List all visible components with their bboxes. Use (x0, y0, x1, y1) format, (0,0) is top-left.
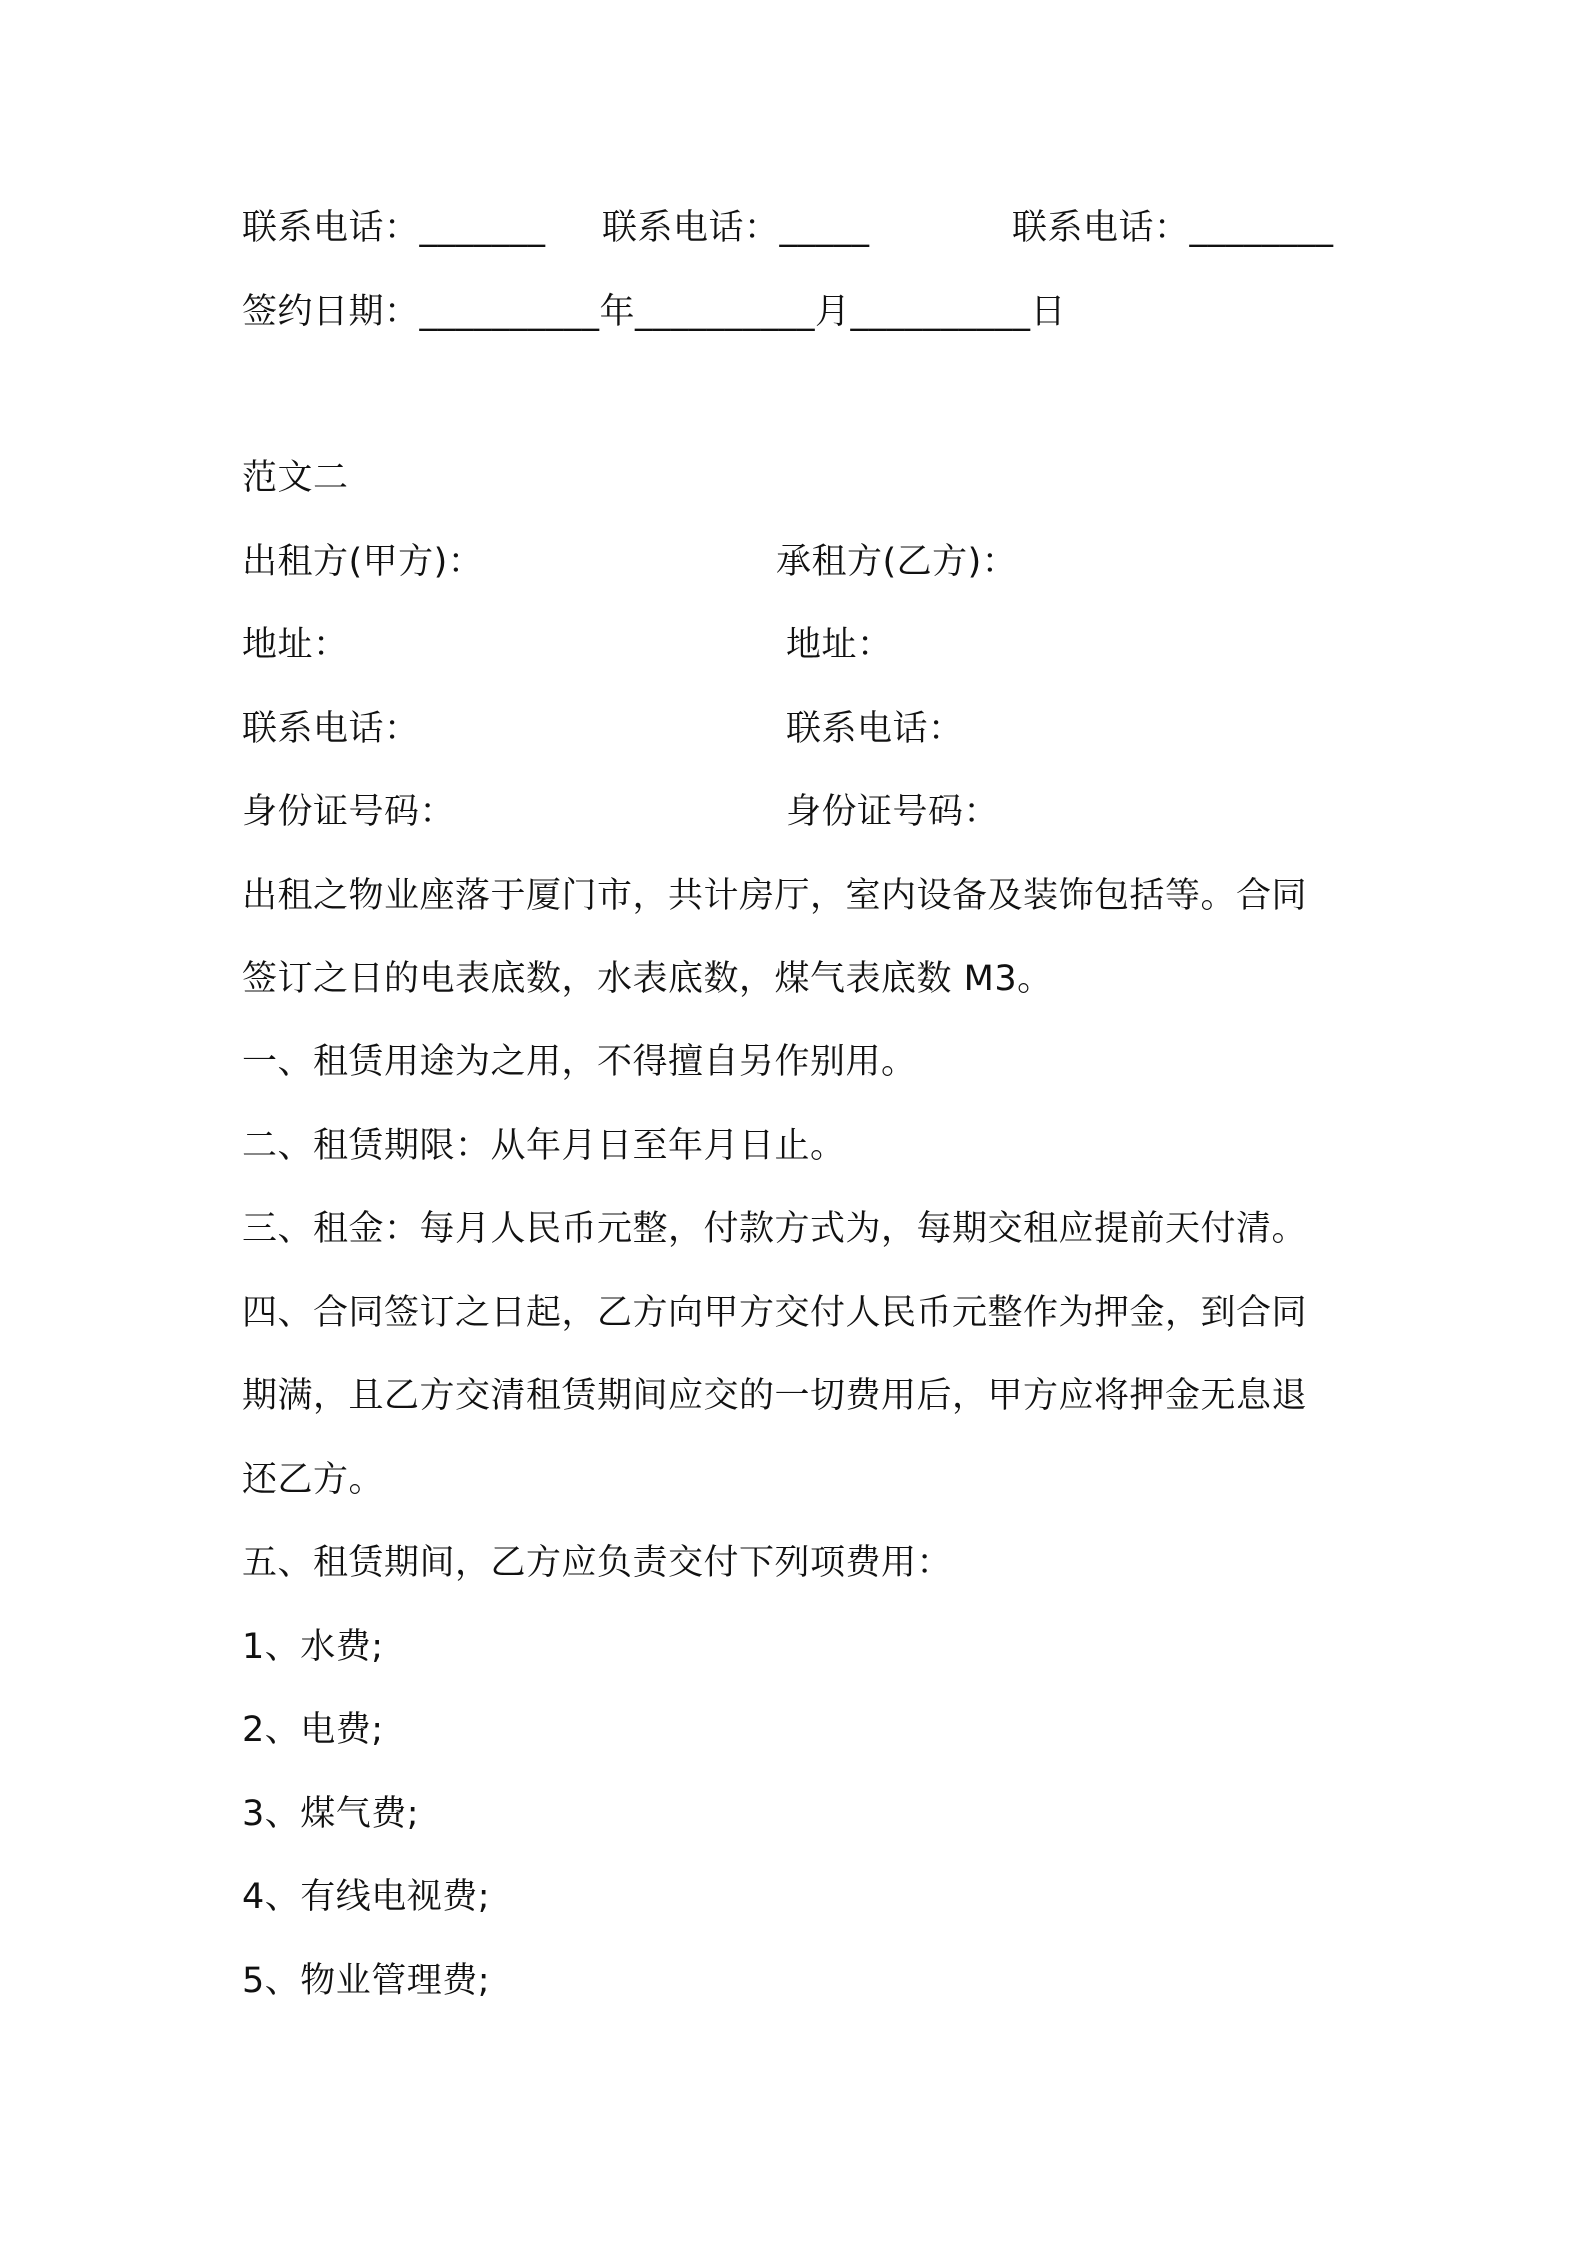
contact-phone-col2: 联系电话：_____ (602, 208, 870, 248)
list-item: 5、物业管理费; (242, 1961, 491, 2001)
body-line: 还乙方。 (242, 1460, 385, 1500)
contact-phone-col3: 联系电话：________ (1012, 208, 1334, 248)
sign-date-line: 签约日期：__________年__________月__________日 (242, 292, 1067, 332)
body-line: 五、租赁期间，乙方应负责交付下列项费用： (242, 1543, 953, 1583)
body-line: 二、租赁期限：从年月日至年月日止。 (242, 1126, 846, 1166)
body-line: 一、租赁用途为之用，不得擅自另作别用。 (242, 1042, 917, 1082)
body-line: 期满，且乙方交清租赁期间应交的一切费用后，甲方应将押金无息退 (242, 1376, 1308, 1416)
body-line: 四、合同签订之日起，乙方向甲方交付人民币元整作为押金，到合同 (242, 1293, 1308, 1333)
list-item: 3、煤气费; (242, 1794, 420, 1834)
section-title: 范文二 (242, 458, 349, 498)
contact-phone-col1: 联系电话：_______ (242, 208, 546, 248)
lessor-id-label: 身份证号码： (242, 792, 456, 832)
lessor-label: 出租方(甲方)： (242, 542, 484, 582)
list-item: 2、电费; (242, 1710, 384, 1750)
body-line: 签订之日的电表底数，水表底数，煤气表底数 M3。 (242, 959, 1053, 999)
body-line: 三、租金：每月人民币元整，付款方式为，每期交租应提前天付清。 (242, 1209, 1308, 1249)
lessee-address-label: 地址： (786, 625, 893, 665)
lessee-label: 承租方(乙方)： (776, 542, 1018, 582)
lessee-id-label: 身份证号码： (786, 792, 1000, 832)
list-item: 1、水费; (242, 1627, 384, 1667)
lessee-phone-label: 联系电话： (786, 709, 964, 749)
lessor-phone-label: 联系电话： (242, 709, 420, 749)
body-line: 出租之物业座落于厦门市，共计房厅，室内设备及装饰包括等。合同 (242, 876, 1308, 916)
list-item: 4、有线电视费; (242, 1877, 491, 1917)
lessor-address-label: 地址： (242, 625, 349, 665)
